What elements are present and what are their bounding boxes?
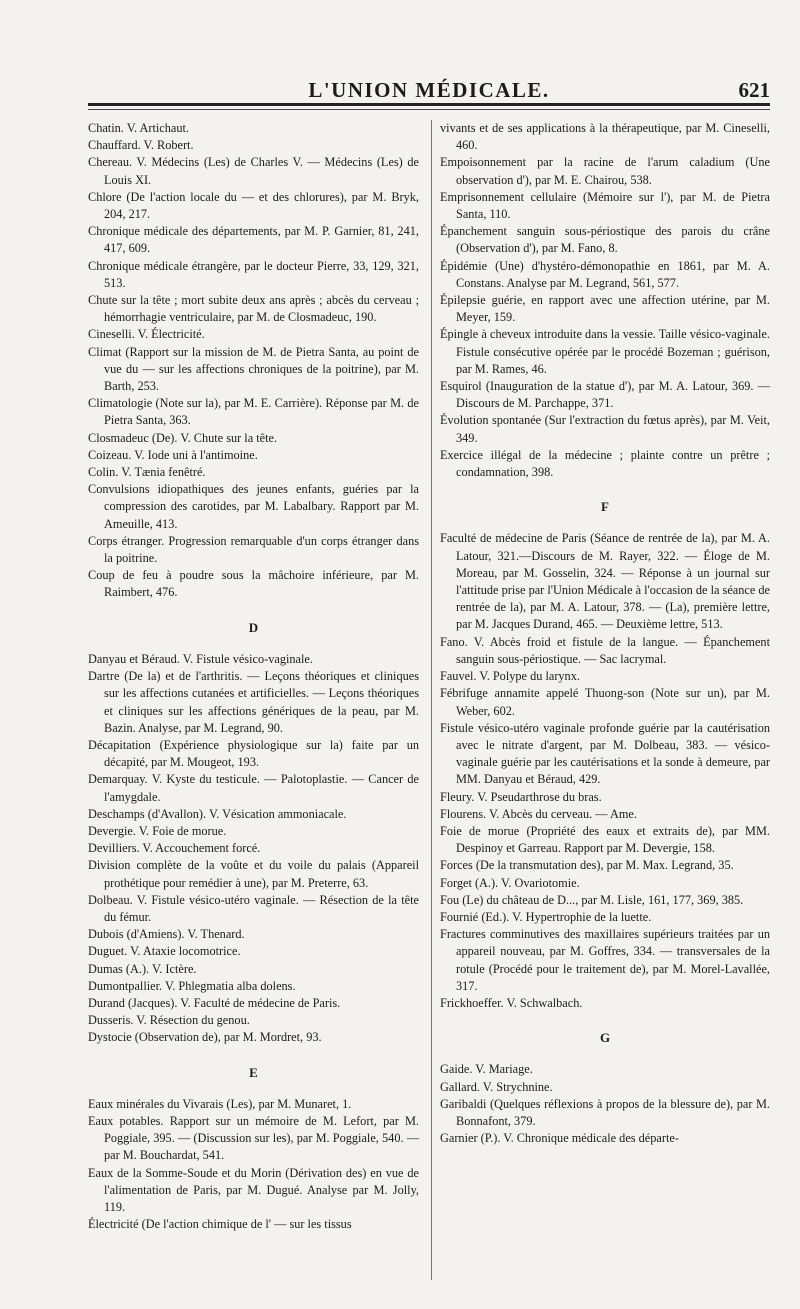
index-entry: Fleury. V. Pseudarthrose du bras. [440, 789, 602, 804]
index-entry: Gallard. V. Strychnine. [440, 1079, 553, 1094]
section-letter-g: G [599, 1030, 611, 1046]
section-letter-f: F [601, 499, 609, 515]
index-entry: Eaux minérales du Vivarais (Les), par M. Munaret, 1. [88, 1096, 352, 1111]
index-entry: Épidémie (Une) d'hystéro-démonopathie en 1861, par M. A. Constans. Analyse par M. Legrand, 561, 577. [440, 258, 770, 290]
index-entry: Dubois (d'Amiens). V. Thenard. [88, 927, 245, 942]
index-entry: Décapitation (Expérience physiologique sur la) faite par un décapité, par M. Mougeot, 193. [88, 737, 419, 770]
index-entry: Esquirol (Inauguration de la statue d'), par M. A. Latour, 369. — Discours de M. Parchappe, 371. [440, 379, 770, 411]
index-entry: Chatin. V. Artichaut. [88, 121, 189, 135]
index-entry: Fistule vésico-utéro vaginale profonde guérie par la cautérisation avec le nitrate d'argent, par M. Dolbeau, 383. — vésico-vaginale guérie par les cautérisations et la sonde à demeure, par MM. Danyau et Béraud, 429. [440, 720, 770, 787]
index-entry: Chute sur la tête ; mort subite deux ans après ; abcès du cerveau ; hémorrhagie ventriculaire, par M. de Closmadeuc, 190. [88, 293, 419, 325]
index-entry: Duguet. V. Ataxie locomotrice. [88, 944, 241, 959]
index-entry: Fournié (Ed.). V. Hypertrophie de la luette. [440, 909, 652, 924]
index-entry: Chereau. V. Médecins (Les) de Charles V. — Médecins (Les) de Louis XI. [88, 155, 419, 187]
index-entry: Empoisonnement par la racine de l'arum caladium (Une observation d'), par M. E. Chairou, 538. [440, 155, 770, 187]
index-entry: Gaide. V. Mariage. [440, 1062, 533, 1077]
right-column [440, 120, 770, 1147]
index-entry: Dystocie (Observation de), par M. Mordret, 93. [88, 1030, 322, 1045]
index-entry: Forget (A.). V. Ovariotomie. [440, 875, 580, 890]
index-entry: Dartre (De la) et de l'arthritis. — Leçons théoriques et cliniques sur les affections cutanées et artificielles. — Leçons théoriques et cliniques sur les affections génériques de la peau, par M. Bazin. Analyse, par M. Legrand, 90. [88, 669, 419, 735]
index-entry: Flourens. V. Abcès du cerveau. — Ame. [440, 806, 637, 821]
index-entry: Faculté de médecine de Paris (Séance de rentrée de la), par M. A. Latour, 321.—Discours de M. Rayer, 322. — Éloge de M. Moreau, par M. Gosselin, 324. — Réponse à un journal sur l'attitude prise par l'Union Médicale à l'occasion de la séance de rentrée de la), par M. A. Latour, 378. — (La), première lettre, par M. Jacques Durand, 465. — Deuxième lettre, 513. [440, 531, 770, 632]
index-entry: Deschamps (d'Avallon). V. Vésication ammoniacale. [88, 806, 347, 821]
index-entry: Chronique médicale étrangère, par le docteur Pierre, 33, 129, 321, 513. [88, 258, 419, 290]
index-entry: Fauvel. V. Polype du larynx. [440, 669, 580, 684]
header-rule-thin [88, 109, 770, 110]
index-entry: Chauffard. V. Robert. [88, 138, 194, 153]
index-entry: Chronique médicale des départements, par M. P. Garnier, 81, 241, 417, 609. [88, 224, 419, 256]
column-divider [431, 120, 432, 1280]
index-entry: Fano. V. Abcès froid et fistule de la langue. — Épanchement sanguin sous-périostique. — Sac lacrymal. [440, 634, 770, 666]
index-entry: Climatologie (Note sur la), par M. E. Carrière). Réponse par M. de Pietra Santa, 363. [88, 396, 419, 428]
index-entry: Fébrifuge annamite appelé Thuong-son (Note sur un), par M. Weber, 602. [440, 686, 770, 718]
index-block-g [440, 1061, 770, 1147]
index-entry: Emprisonnement cellulaire (Mémoire sur l'), par M. de Pietra Santa, 110. [440, 189, 770, 222]
index-entry: Garibaldi (Quelques réflexions à propos de la blessure de), par M. Bonnafont, 379. [440, 1096, 770, 1128]
index-entry: Épanchement sanguin sous-périostique des parois du crâne (Observation d'), par M. Fano, 8. [440, 224, 770, 256]
index-entry: Chlore (De l'action locale du — et des chlorures), par M. Bryk, 204, 217. [88, 189, 419, 222]
index-entry: Danyau et Béraud. V. Fistule vésico-vaginale. [88, 651, 313, 666]
index-entry: Fou (Le) du château de D..., par M. Lisle, 161, 177, 369, 385. [440, 892, 744, 907]
index-entry: Demarquay. V. Kyste du testicule. — Palotoplastie. — Cancer de l'amygdale. [88, 772, 419, 804]
index-entry: Colin. V. Tænia fenêtré. [88, 465, 206, 480]
index-entry: Durand (Jacques). V. Faculté de médecine de Paris. [88, 995, 341, 1010]
index-entry: Dumontpallier. V. Phlegmatia alba dolens. [88, 978, 296, 993]
page-number: 621 [738, 78, 770, 102]
index-entry: Fractures comminutives des maxillaires supérieurs traitées par un appareil nouveau, par M. Goffres, 334. — transversales de la rotule (Procédé pour le traitement de), par M. Morel-Lavallée, 317. [440, 927, 770, 993]
index-entry: Exercice illégal de la médecine ; plainte contre un prêtre ; condamnation, 398. [440, 447, 770, 480]
index-block-e [88, 1096, 419, 1234]
index-entry: Closmadeuc (De). V. Chute sur la tête. [88, 430, 278, 445]
section-letter-e: E [249, 1064, 258, 1080]
index-entry: Dusseris. V. Résection du genou. [88, 1013, 250, 1028]
index-entry: Dumas (A.). V. Ictère. [88, 961, 197, 976]
index-entry: Épingle à cheveux introduite dans la vessie. Taille vésico-vaginale. Fistule consécutive opérée par le procédé Bozeman ; guérison, par M. Rames, 46. [440, 327, 770, 376]
index-entry: Devergie. V. Foie de morue. [88, 823, 227, 838]
index-entry: Évolution spontanée (Sur l'extraction du fœtus après), par M. Veit, 349. [440, 413, 770, 445]
index-block-e-cont [440, 120, 770, 481]
index-entry: Devilliers. V. Accouchement forcé. [88, 841, 261, 856]
index-entry: Corps étranger. Progression remarquable d'un corps étranger dans la poitrine. [88, 533, 419, 566]
index-entry: vivants et de ses applications à la thérapeutique, par M. Cineselli, 460. [440, 121, 770, 153]
index-entry: Eaux de la Somme-Soude et du Morin (Dérivation des) en vue de l'alimentation de Paris, par M. Dugué. Analyse par M. Jolly, 119. [88, 1165, 419, 1214]
index-entry: Convulsions idiopathiques des jeunes enfants, guéries par la compression des carotides, par M. Labalbary. Rapport par M. Ameuille, 413. [88, 482, 419, 531]
journal-title: L'UNION MÉDICALE. [308, 78, 550, 102]
index-block-d [88, 651, 419, 1047]
index-entry: Foie de morue (Propriété des eaux et extraits de), par MM. Despinoy et Garreau. Rapport par M. Devergie, 158. [440, 823, 770, 856]
index-block-c [88, 120, 419, 602]
index-entry: Forces (De la transmutation des), par M. Max. Legrand, 35. [440, 858, 734, 873]
index-entry: Coizeau. V. Iode uni à l'antimoine. [88, 447, 258, 462]
index-entry: Climat (Rapport sur la mission de M. de Pietra Santa, au point de vue du — sur les affections chroniques de la poitrine), par M. Barth, 253. [88, 344, 419, 394]
index-entry: Cineselli. V. Électricité. [88, 327, 205, 342]
index-entry: Dolbeau. V. Fistule vésico-utéro vaginale. — Résection de la tête du fémur. [88, 892, 419, 924]
index-entry: Coup de feu à poudre sous la mâchoire inférieure, par M. Raimbert, 476. [88, 568, 419, 600]
index-entry: Division complète de la voûte et du voile du palais (Appareil prothétique pour remédier à une), par M. Preterre, 63. [88, 858, 419, 890]
section-letter-d: D [248, 619, 259, 635]
left-column [88, 120, 419, 1233]
index-entry: Frickhoeffer. V. Schwalbach. [440, 995, 583, 1010]
index-block-f [440, 530, 770, 1012]
header-rule-thick [88, 103, 770, 106]
index-entry: Eaux potables. Rapport sur un mémoire de M. Lefort, par M. Poggiale, 395. — (Discussion sur les), par M. Poggiale, 540. — par M. Bouchardat, 541. [88, 1113, 419, 1163]
index-entry: Garnier (P.). V. Chronique médicale des départe- [440, 1131, 679, 1146]
index-entry: Électricité (De l'action chimique de l' — sur les tissus [88, 1217, 352, 1232]
index-entry: Épilepsie guérie, en rapport avec une affection utérine, par M. Meyer, 159. [440, 293, 770, 325]
